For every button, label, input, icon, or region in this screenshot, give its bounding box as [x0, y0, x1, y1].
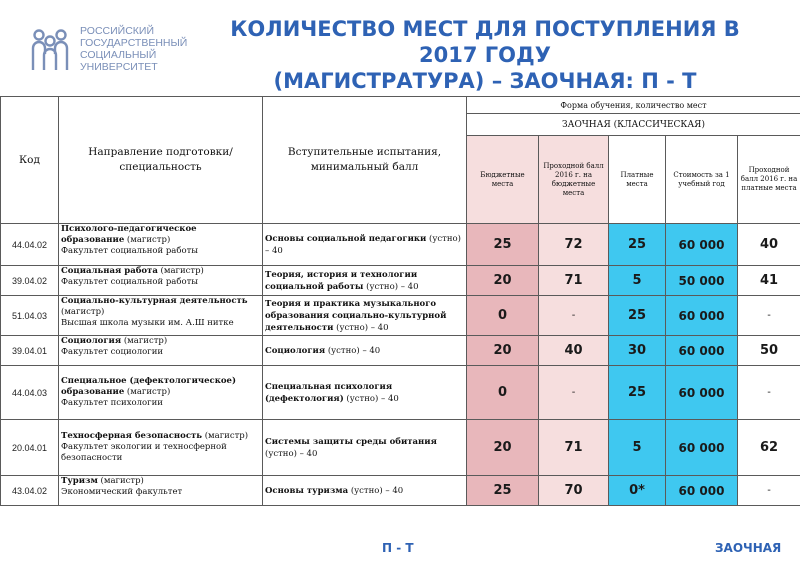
yearly-cost: 50 000 [666, 266, 738, 296]
pass-score-budget: 71 [539, 420, 609, 476]
table-row [1, 476, 800, 506]
header-paid: Платные места [609, 136, 666, 224]
row-direction [59, 224, 263, 266]
direction-name: Социально-культурная деятельность [61, 296, 248, 306]
row-code: 39.04.02 [1, 266, 59, 296]
faculty-name: Факультет экологии и техносферной безопасности [61, 442, 227, 463]
exam-name: Основы социальной педагогики [265, 233, 427, 244]
pass-score-paid: 50 [738, 336, 800, 366]
faculty-name: Факультет социальной работы [61, 246, 199, 256]
pass-score-budget: - [539, 366, 609, 420]
exam-score: (устно) – 40 [325, 345, 381, 356]
row-exam [263, 420, 467, 476]
direction-degree: (магистр) [124, 387, 171, 397]
pass-score-budget: 71 [539, 266, 609, 296]
row-direction [59, 476, 263, 506]
exam-name: Специальная психология (дефектология) [265, 381, 393, 404]
footer-right-label: ЗАОЧНАЯ [715, 541, 782, 555]
title-line-3: (МАГИСТРАТУРА) – ЗАОЧНАЯ: П - Т [273, 69, 697, 93]
admission-table [0, 96, 800, 506]
page-title [205, 16, 765, 94]
row-direction [59, 366, 263, 420]
direction-degree: (магистр) [61, 307, 105, 317]
yearly-cost: 60 000 [666, 420, 738, 476]
faculty-name: Экономический факультет [61, 487, 183, 497]
budget-places: 0 [467, 296, 539, 336]
row-direction [59, 420, 263, 476]
row-code: 51.04.03 [1, 296, 59, 336]
direction-name: Социальная работа [61, 266, 158, 276]
people-logo-icon [28, 24, 72, 76]
pass-score-budget: - [539, 296, 609, 336]
table-row [1, 420, 800, 476]
header-code: Код [1, 97, 59, 224]
row-exam [263, 224, 467, 266]
table-row [1, 366, 800, 420]
row-code: 44.04.02 [1, 224, 59, 266]
exam-name: Социология [265, 345, 326, 356]
direction-degree: (магистр) [157, 266, 204, 276]
direction-degree: (магистр) [97, 476, 144, 486]
budget-places: 20 [467, 336, 539, 366]
row-direction [59, 296, 263, 336]
pass-score-paid: 40 [738, 224, 800, 266]
row-exam [263, 476, 467, 506]
exam-score: (устно) – 40 [363, 281, 419, 292]
exam-name: Теория, история и технологии социальной работы [265, 269, 418, 292]
logo-line-1: РОССИЙСКИЙ [80, 25, 154, 37]
direction-degree: (магистр) [121, 336, 168, 346]
budget-places: 25 [467, 224, 539, 266]
yearly-cost: 60 000 [666, 366, 738, 420]
header-budget: Бюджетные места [467, 136, 539, 224]
paid-places: 25 [609, 224, 666, 266]
row-code: 44.04.03 [1, 366, 59, 420]
row-exam [263, 266, 467, 296]
table-row [1, 224, 800, 266]
row-code: 39.04.01 [1, 336, 59, 366]
pass-score-paid: - [738, 476, 800, 506]
direction-degree: (магистр) [124, 235, 171, 245]
direction-name: Психолого-педагогическое образование [61, 224, 197, 245]
row-direction [59, 336, 263, 366]
faculty-name: Факультет психологии [61, 398, 163, 408]
yearly-cost: 60 000 [666, 336, 738, 366]
yearly-cost: 60 000 [666, 224, 738, 266]
exam-score: (устно) – 40 [343, 393, 399, 404]
exam-score: (устно) – 40 [333, 322, 389, 333]
direction-name: Социология [61, 336, 122, 346]
row-code: 43.04.02 [1, 476, 59, 506]
pass-score-budget: 40 [539, 336, 609, 366]
budget-places: 20 [467, 420, 539, 476]
faculty-name: Факультет социальной работы [61, 277, 199, 287]
logo-line-3: СОЦИАЛЬНЫЙ [80, 49, 157, 61]
budget-places: 25 [467, 476, 539, 506]
pass-score-paid: 41 [738, 266, 800, 296]
paid-places: 25 [609, 296, 666, 336]
row-exam [263, 296, 467, 336]
faculty-name: Высшая школа музыки им. А.Ш нитке [61, 318, 234, 328]
paid-places: 0* [609, 476, 666, 506]
header-row-1 [1, 97, 800, 114]
budget-places: 0 [467, 366, 539, 420]
header-pass-paid: Проходной балл 2016 г. на платные места [738, 136, 800, 224]
table-row [1, 296, 800, 336]
university-logo [28, 24, 198, 80]
paid-places: 5 [609, 420, 666, 476]
row-direction [59, 266, 263, 296]
yearly-cost: 60 000 [666, 296, 738, 336]
exam-name: Теория и практика музыкального образования социально-культурной деятельности [265, 298, 447, 333]
exam-score: (устно) – 40 [265, 233, 461, 256]
footer-left-label: П - Т [382, 541, 414, 555]
pass-score-budget: 70 [539, 476, 609, 506]
header-pass-budget: Проходной балл 2016 г. на бюджетные места [539, 136, 609, 224]
paid-places: 30 [609, 336, 666, 366]
row-code: 20.04.01 [1, 420, 59, 476]
exam-score: (устно) – 40 [265, 448, 318, 459]
exam-score: (устно) – 40 [348, 485, 404, 496]
direction-name: Специальное (дефектологическое) образование [61, 376, 236, 397]
title-line-1: КОЛИЧЕСТВО МЕСТ ДЛЯ ПОСТУПЛЕНИЯ В [230, 17, 740, 41]
header-form-sub: ЗАОЧНАЯ (КЛАССИЧЕСКАЯ) [467, 114, 800, 136]
direction-name: Туризм [61, 476, 98, 486]
pass-score-paid: - [738, 366, 800, 420]
table-row [1, 266, 800, 296]
logo-line-2: ГОСУДАРСТВЕННЫЙ [80, 37, 188, 49]
header-cost: Стоимость за 1 учебный год [666, 136, 738, 224]
table-row [1, 336, 800, 366]
row-exam [263, 336, 467, 366]
pass-score-paid: 62 [738, 420, 800, 476]
paid-places: 25 [609, 366, 666, 420]
pass-score-paid: - [738, 296, 800, 336]
header-form-group: Форма обучения, количество мест [467, 97, 800, 114]
title-line-2: 2017 ГОДУ [419, 43, 551, 67]
row-exam [263, 366, 467, 420]
paid-places: 5 [609, 266, 666, 296]
direction-name: Техносферная безопасность [61, 431, 203, 441]
exam-name: Системы защиты среды обитания [265, 436, 437, 447]
logo-text [80, 25, 187, 73]
logo-line-4: УНИВЕРСИТЕТ [80, 61, 158, 73]
exam-name: Основы туризма [265, 485, 349, 496]
header-direction: Направление подготовки/ специальность [59, 97, 263, 224]
pass-score-budget: 72 [539, 224, 609, 266]
faculty-name: Факультет социологии [61, 347, 164, 357]
direction-degree: (магистр) [202, 431, 249, 441]
yearly-cost: 60 000 [666, 476, 738, 506]
budget-places: 20 [467, 266, 539, 296]
header-exams: Вступительные испытания, минимальный балл [263, 97, 467, 224]
